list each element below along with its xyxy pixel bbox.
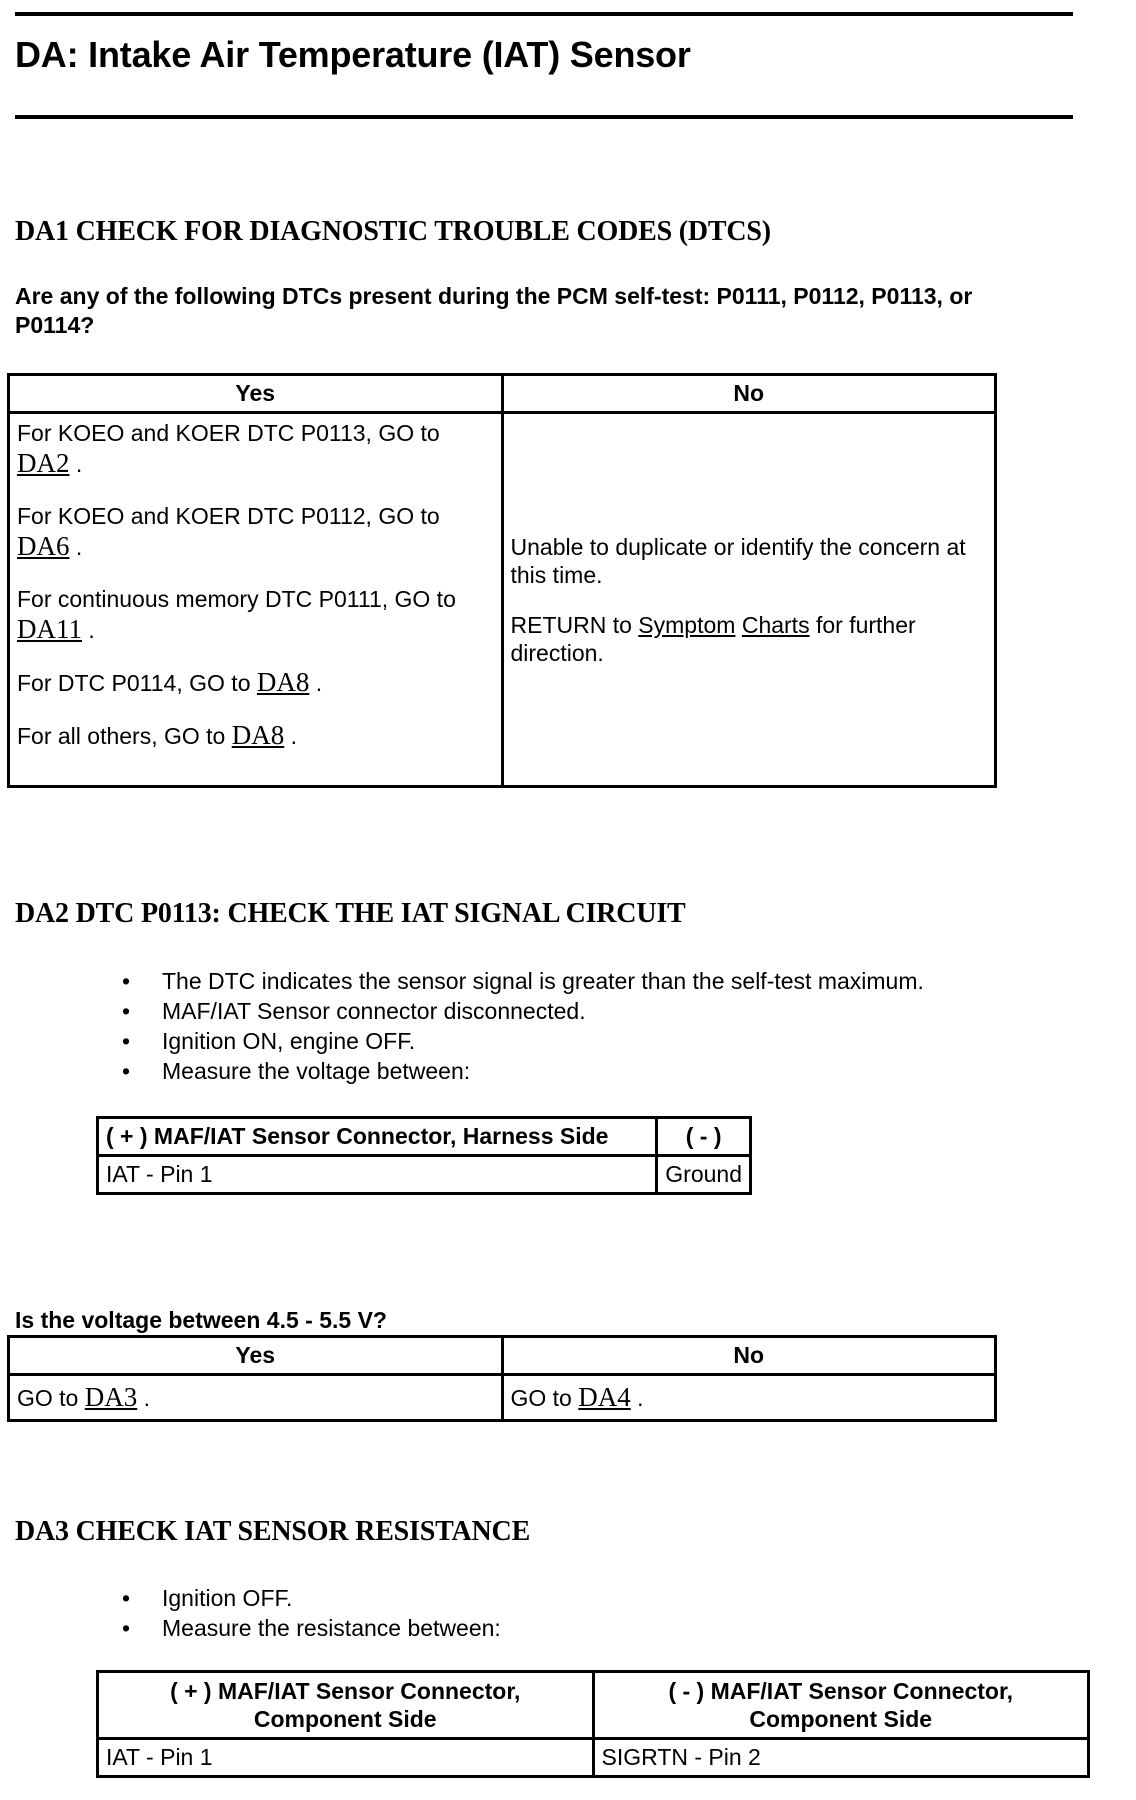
da3-neg: SIGRTN - Pin 2 xyxy=(593,1739,1089,1777)
da3-measure-table xyxy=(96,1670,1090,1778)
da1-yes-item: For all others, GO to DA8 . xyxy=(17,720,298,750)
list-item: • Ignition ON, engine OFF. xyxy=(122,1026,924,1056)
title-rule xyxy=(15,115,1073,119)
da2-measure-table xyxy=(96,1116,752,1195)
da1-question: Are any of the following DTCs present during the PCM self-test: P0111, P0112, P0113, or P0114? xyxy=(15,283,973,338)
da1-yes-header: Yes xyxy=(9,375,503,413)
da2-result-table xyxy=(7,1335,997,1422)
da1-no-return: RETURN to Symptom Charts for further direction. xyxy=(510,611,916,666)
da2-heading: DA2 DTC P0113: CHECK THE IAT SIGNAL CIRCUIT xyxy=(15,898,686,929)
da2-bullets xyxy=(122,966,924,1086)
da2-measure-header-neg: ( - ) xyxy=(657,1118,751,1156)
da2-yes-cell: GO to DA3 . xyxy=(9,1375,503,1421)
da2-no-header: No xyxy=(502,1337,996,1375)
da2-measure-pos: IAT - Pin 1 xyxy=(98,1156,657,1194)
da1-no-header: No xyxy=(502,375,996,413)
da3-header-pos: ( + ) MAF/IAT Sensor Connector, Component Side xyxy=(98,1672,594,1739)
da2-yes-header: Yes xyxy=(9,1337,503,1375)
link-da8-others[interactable]: DA8 xyxy=(231,720,285,750)
da3-heading: DA3 CHECK IAT SENSOR RESISTANCE xyxy=(15,1516,531,1547)
da3-pos: IAT - Pin 1 xyxy=(98,1739,594,1777)
link-da3[interactable]: DA3 xyxy=(84,1382,138,1412)
link-da4[interactable]: DA4 xyxy=(578,1382,631,1412)
list-item: • MAF/IAT Sensor connector disconnected. xyxy=(122,996,924,1026)
da1-yes-cell xyxy=(9,413,503,787)
da2-no-cell: GO to DA4 . xyxy=(502,1375,996,1421)
da2-measure-neg: Ground xyxy=(657,1156,751,1194)
da1-no-text: Unable to duplicate or identify the concern at this time. xyxy=(510,533,966,588)
list-item: • The DTC indicates the sensor signal is greater than the self-test maximum. xyxy=(122,966,924,996)
link-da2[interactable]: DA2 xyxy=(17,448,70,478)
top-rule xyxy=(15,12,1073,16)
da1-result-table xyxy=(7,373,997,788)
da1-yes-item: For KOEO and KOER DTC P0112, GO to DA6 . xyxy=(17,503,440,561)
link-da11[interactable]: DA11 xyxy=(17,614,82,644)
link-da8[interactable]: DA8 xyxy=(256,667,310,697)
da1-yes-item: For continuous memory DTC P0111, GO to DA11 . xyxy=(17,586,456,644)
da1-yes-item: For DTC P0114, GO to DA8 . xyxy=(17,667,323,697)
link-da6[interactable]: DA6 xyxy=(17,531,70,561)
list-item: • Measure the resistance between: xyxy=(122,1613,501,1643)
link-charts[interactable]: Charts xyxy=(741,611,810,638)
link-symptom[interactable]: Symptom xyxy=(638,611,736,638)
page-title: DA: Intake Air Temperature (IAT) Sensor xyxy=(15,34,691,75)
list-item: • Ignition OFF. xyxy=(122,1583,501,1613)
da3-header-neg: ( - ) MAF/IAT Sensor Connector, Component Side xyxy=(593,1672,1089,1739)
da1-no-cell xyxy=(502,413,996,787)
list-item: • Measure the voltage between: xyxy=(122,1056,924,1086)
da2-question: Is the voltage between 4.5 - 5.5 V? xyxy=(15,1307,387,1333)
da1-yes-item: For KOEO and KOER DTC P0113, GO to DA2 . xyxy=(17,420,440,478)
da3-bullets xyxy=(122,1583,501,1643)
da2-measure-header-pos: ( + ) MAF/IAT Sensor Connector, Harness Side xyxy=(98,1118,657,1156)
da1-heading: DA1 CHECK FOR DIAGNOSTIC TROUBLE CODES (DTCS) xyxy=(15,216,771,247)
